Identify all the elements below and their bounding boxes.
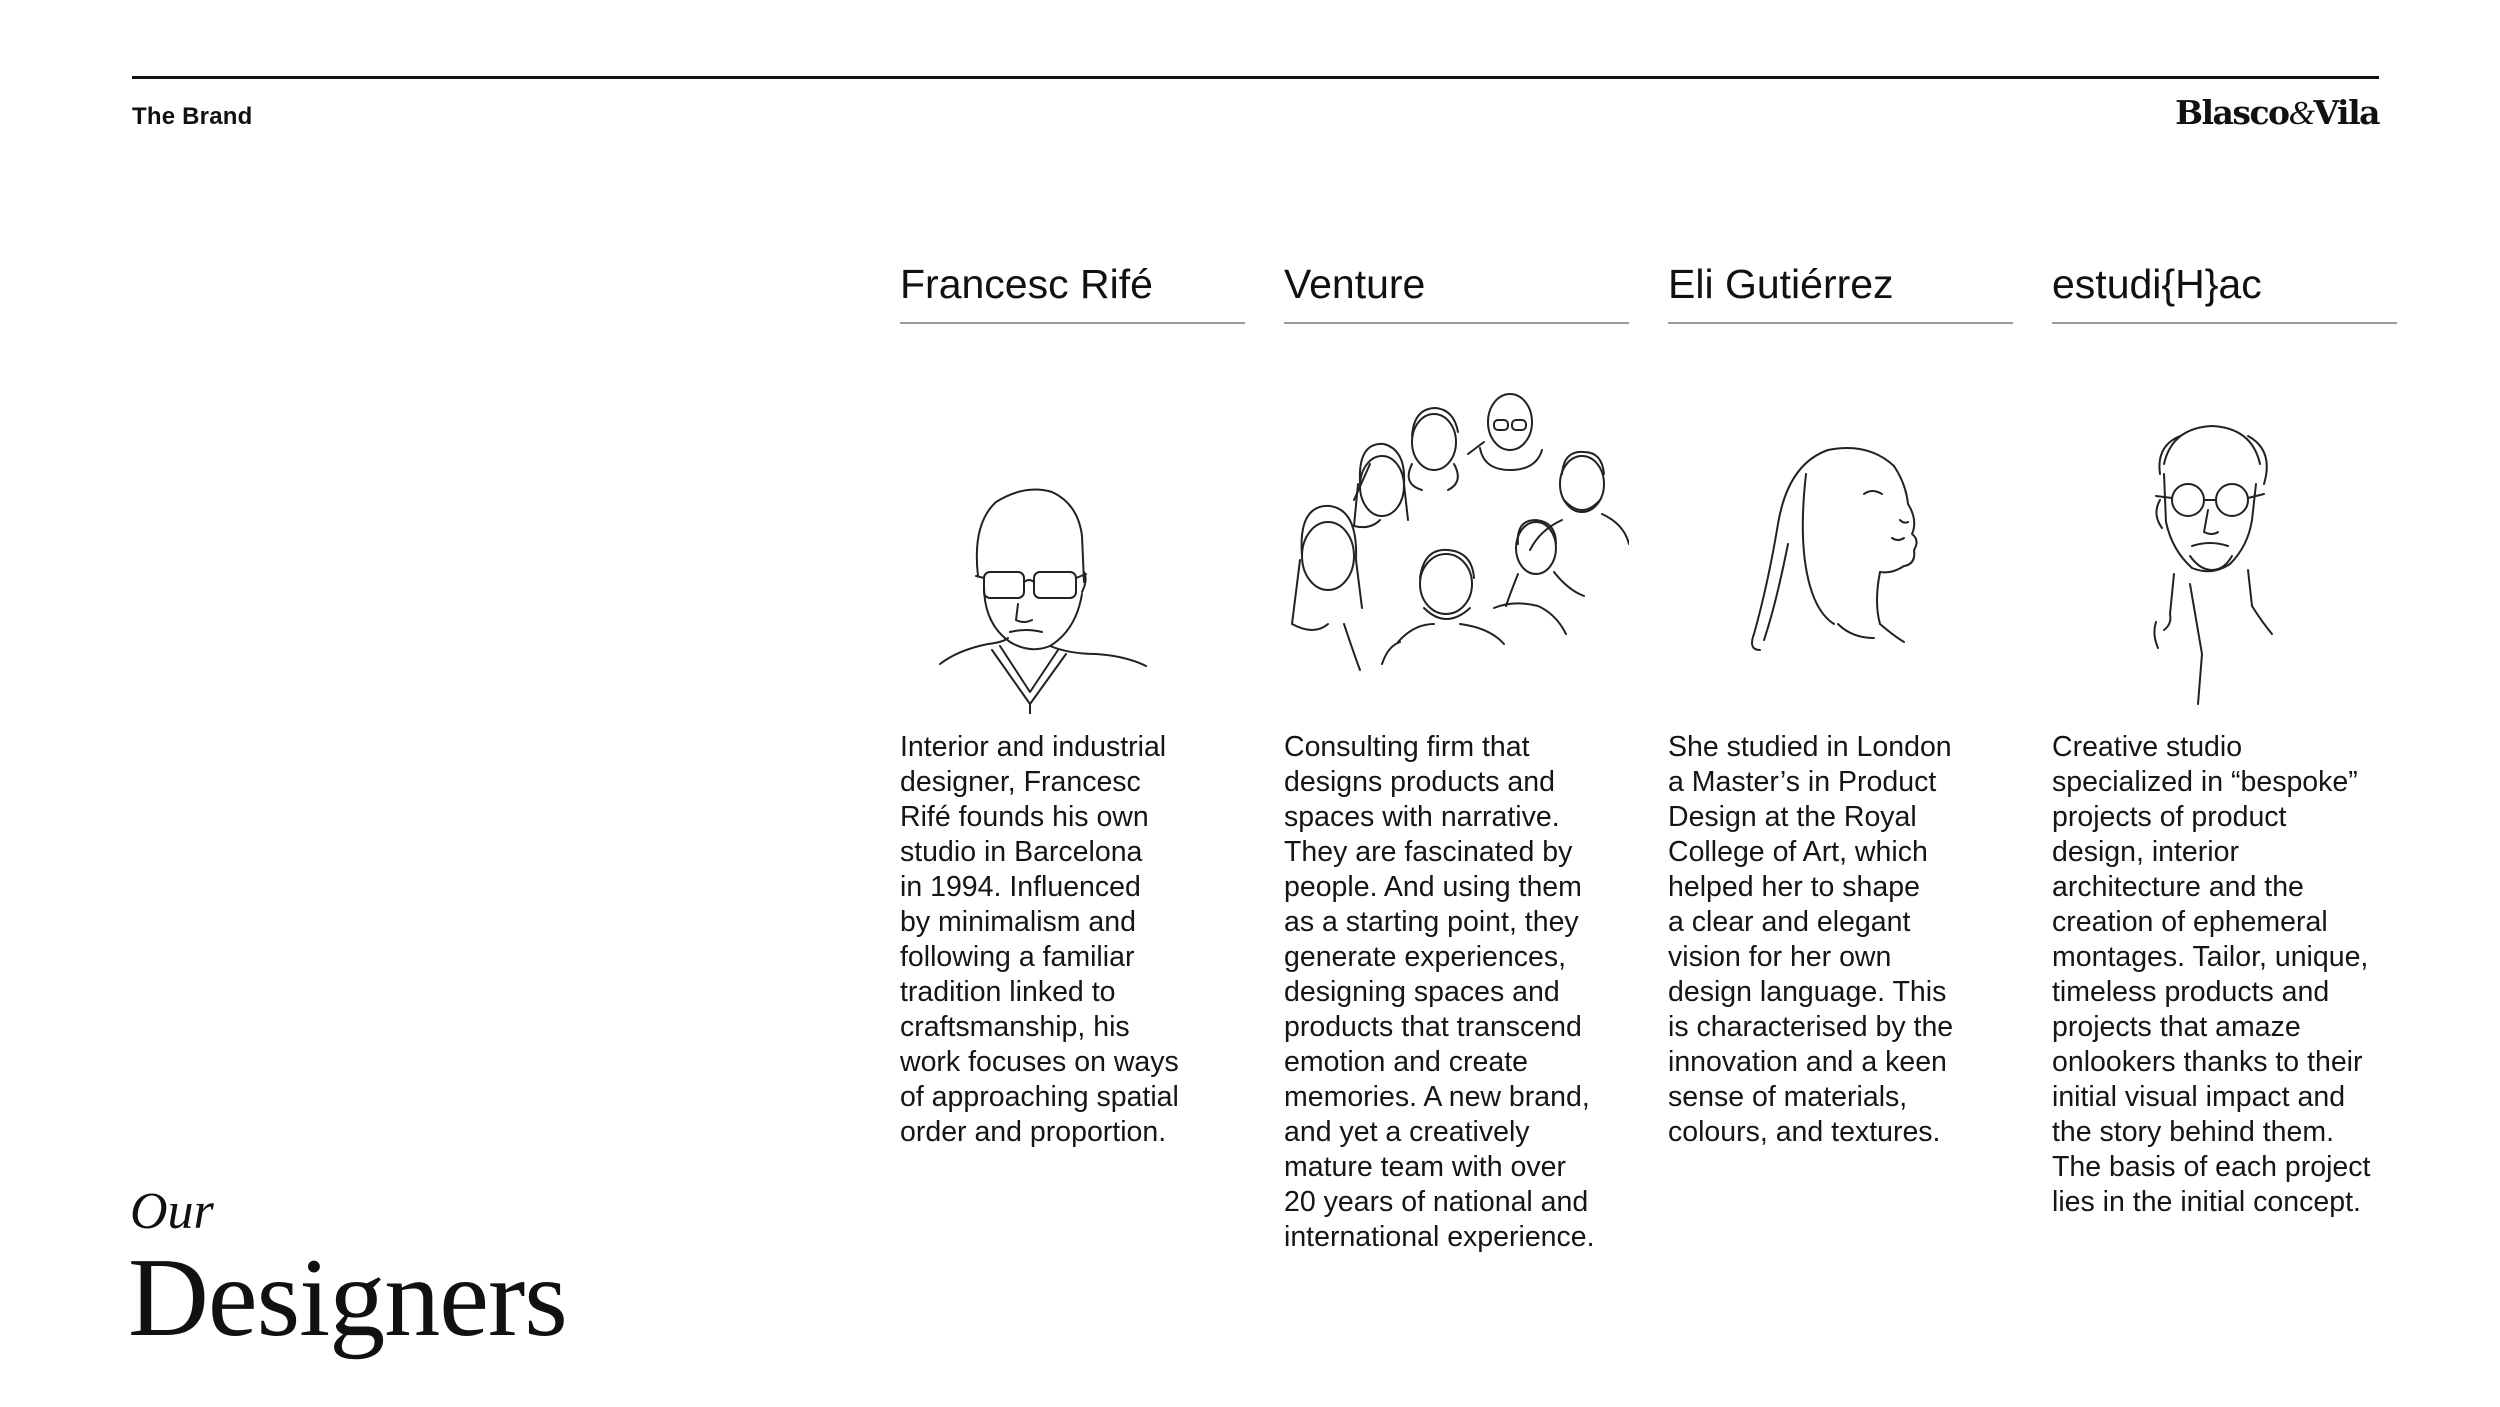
bio-line: 20 years of national and <box>1284 1186 1589 1218</box>
bio-line: a Master’s in Product <box>1668 766 1937 798</box>
bio-line: work focuses on ways <box>900 1046 1179 1078</box>
woman-profile-portrait-icon <box>1668 324 2013 714</box>
bio-line: helped her to shape <box>1668 871 1920 903</box>
bio-line: College of Art, which <box>1668 836 1928 868</box>
section-label: The Brand <box>132 103 253 130</box>
team-group-portrait-icon <box>1284 324 1629 714</box>
bio-line: projects of product <box>2052 801 2287 833</box>
bio-line: innovation and a keen <box>1668 1046 1947 1078</box>
bio-line: creation of ephemeral <box>2052 906 2328 938</box>
bio-line: Design at the Royal <box>1668 801 1917 833</box>
bio-line: emotion and create <box>1284 1046 1528 1078</box>
bio-line: as a starting point, they <box>1284 906 1579 938</box>
bio-line: Consulting firm that <box>1284 731 1530 763</box>
bio-line: specialized in “bespoke” <box>2052 766 2358 798</box>
designer-bio <box>1668 730 2013 1150</box>
designer-card-estudihac <box>2052 250 2397 1220</box>
bio-line: initial visual impact and <box>2052 1081 2346 1113</box>
bio-line: Creative studio <box>2052 731 2243 763</box>
bio-line: a clear and elegant <box>1668 906 1911 938</box>
brand-logo-ampersand: & <box>2288 95 2314 132</box>
designer-card-francesc-rife <box>900 250 1245 1150</box>
brand-logo-part1: Blasco <box>2175 93 2289 132</box>
brand-logo-part2: Vila <box>2313 93 2379 132</box>
bio-line: montages. Tailor, unique, <box>2052 941 2369 973</box>
designer-name: Eli Gutiérrez <box>1668 261 1894 307</box>
bio-line: following a familiar <box>900 941 1135 973</box>
bio-line: lies in the initial concept. <box>2052 1186 2361 1218</box>
bio-line: designing spaces and <box>1284 976 1560 1008</box>
brand-logo[interactable] <box>2175 93 2379 133</box>
bio-line: designer, Francesc <box>900 766 1141 798</box>
bio-line: Rifé founds his own <box>900 801 1149 833</box>
designer-card-venture <box>1284 250 1629 1255</box>
bio-line: by minimalism and <box>900 906 1136 938</box>
bio-line: vision for her own <box>1668 941 1892 973</box>
bio-line: projects that amaze <box>2052 1011 2301 1043</box>
bio-line: people. And using them <box>1284 871 1582 903</box>
bio-line: sense of materials, <box>1668 1081 1908 1113</box>
bio-line: timeless products and <box>2052 976 2330 1008</box>
bio-line: international experience. <box>1284 1221 1595 1253</box>
bio-line: design language. This <box>1668 976 1947 1008</box>
bio-line: is characterised by the <box>1668 1011 1954 1043</box>
bio-line: craftsmanship, his <box>900 1011 1130 1043</box>
designer-bio <box>900 730 1245 1150</box>
bio-line: She studied in London <box>1668 731 1952 763</box>
bio-line: architecture and the <box>2052 871 2304 903</box>
bio-line: studio in Barcelona <box>900 836 1143 868</box>
bio-line: and yet a creatively <box>1284 1116 1530 1148</box>
bio-line: designs products and <box>1284 766 1555 798</box>
hero-title: Designers <box>128 1236 567 1360</box>
bio-line: generate experiences, <box>1284 941 1567 973</box>
designer-card-eli-gutierrez <box>1668 250 2013 1150</box>
top-divider <box>132 76 2379 79</box>
designer-bio <box>1284 730 1629 1255</box>
bio-line: They are fascinated by <box>1284 836 1573 868</box>
bio-line: of approaching spatial <box>900 1081 1179 1113</box>
hero-subtitle: Our <box>130 1183 214 1240</box>
bio-line: onlookers thanks to their <box>2052 1046 2363 1078</box>
designer-name: Venture <box>1284 261 1426 307</box>
bio-line: Interior and industrial <box>900 731 1167 763</box>
bio-line: colours, and textures. <box>1668 1116 1941 1148</box>
bio-line: order and proportion. <box>900 1116 1167 1148</box>
bio-line: in 1994. Influenced <box>900 871 1141 903</box>
bio-line: memories. A new brand, <box>1284 1081 1590 1113</box>
designer-bio <box>2052 730 2397 1220</box>
bearded-man-glasses-portrait-icon <box>2052 324 2397 714</box>
bio-line: products that transcend <box>1284 1011 1582 1043</box>
bio-line: tradition linked to <box>900 976 1116 1008</box>
designer-name: estudi{H}ac <box>2052 261 2262 307</box>
bio-line: design, interior <box>2052 836 2239 868</box>
bio-line: The basis of each project <box>2052 1151 2371 1183</box>
bald-man-glasses-portrait-icon <box>900 324 1245 714</box>
bio-line: spaces with narrative. <box>1284 801 1560 833</box>
bio-line: the story behind them. <box>2052 1116 2334 1148</box>
bio-line: mature team with over <box>1284 1151 1566 1183</box>
designer-name: Francesc Rifé <box>900 261 1153 307</box>
